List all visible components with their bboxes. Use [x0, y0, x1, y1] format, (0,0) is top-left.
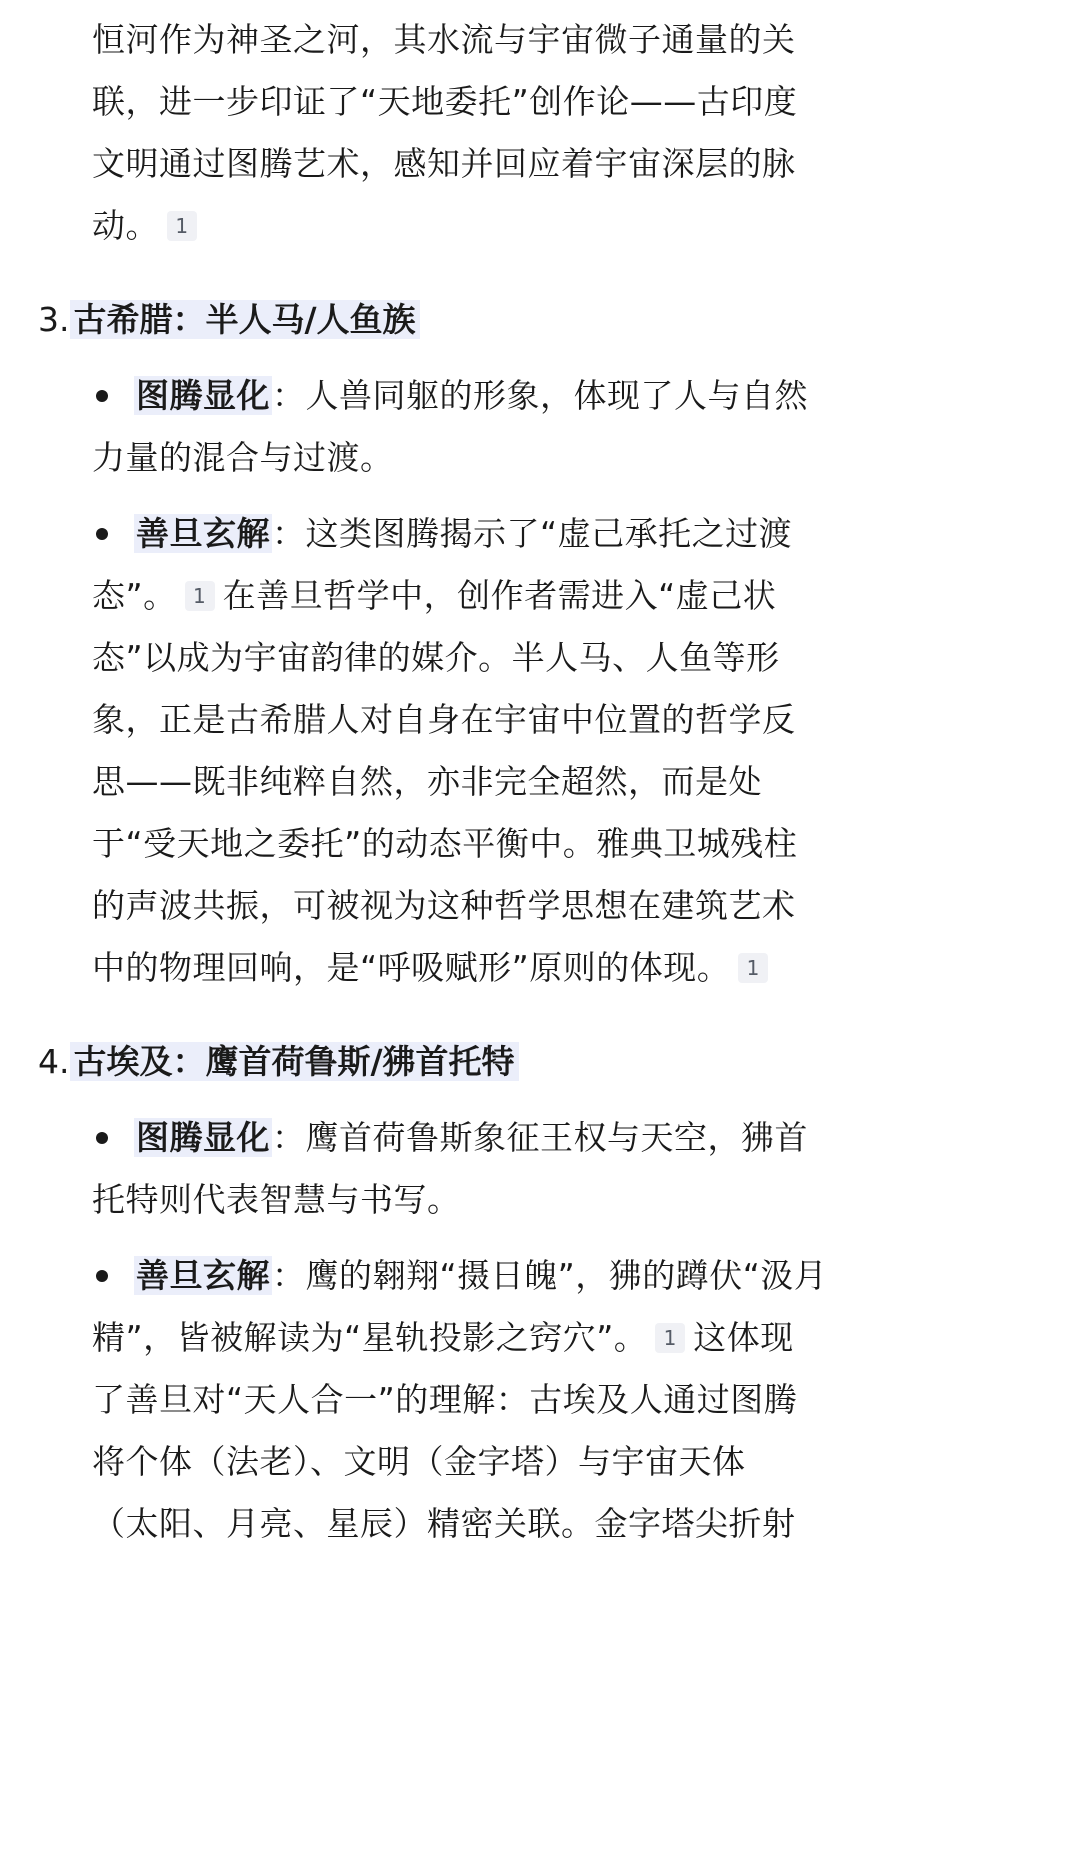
item-label: 图腾显化: [136, 376, 270, 415]
text-span: 在善旦哲学中，创作者需进入“虚己状: [222, 576, 777, 615]
text-span: 这体现: [693, 1318, 794, 1357]
text-span: ：人兽同躯的形象，体现了人与自然: [272, 376, 808, 415]
text-line: 联，进一步印证了“天地委托”创作论——古印度: [92, 82, 798, 121]
citation-badge[interactable]: 1: [655, 1323, 685, 1353]
section-title: 古希腊：半人马/人鱼族: [70, 300, 420, 339]
text-line: 态”以成为宇宙韵律的媒介。半人马、人鱼等形: [92, 638, 780, 677]
text-line: 文明通过图腾艺术，感知并回应着宇宙深层的脉: [92, 144, 796, 183]
text-line: 思——既非纯粹自然，亦非完全超然，而是处: [92, 762, 762, 801]
text-line: [134, 1118, 808, 1158]
section-number: 3.: [38, 300, 70, 339]
section-title: 古埃及：鹰首荷鲁斯/狒首托特: [70, 1042, 519, 1081]
text-line: [92, 1318, 794, 1358]
item-label: 善旦玄解: [136, 1256, 270, 1295]
bullet-icon: [96, 1132, 108, 1144]
citation-badge[interactable]: 1: [185, 581, 215, 611]
text-line: [134, 376, 808, 416]
text-line: 的声波共振，可被视为这种哲学思想在建筑艺术: [92, 886, 796, 925]
item-label: 图腾显化: [136, 1118, 270, 1157]
text-line: 力量的混合与过渡。: [92, 438, 394, 477]
text-span: ：这类图腾揭示了“虚己承托之过渡: [272, 514, 793, 553]
bullet-icon: [96, 390, 108, 402]
section-heading: [38, 1042, 519, 1082]
section-number: 4.: [38, 1042, 70, 1081]
text-line: 托特则代表智慧与书写。: [92, 1180, 461, 1219]
text-span: 态”。: [92, 576, 177, 615]
text-line: 了善旦对“天人合一”的理解：古埃及人通过图腾: [92, 1380, 798, 1419]
text-line: 恒河作为神圣之河，其水流与宇宙微子通量的关: [92, 20, 796, 59]
text-span: ：鹰首荷鲁斯象征王权与天空，狒首: [272, 1118, 808, 1157]
text-line: [92, 948, 776, 988]
text-line: [92, 576, 776, 616]
text-span: 精”，皆被解读为“星轨投影之窍穴”。: [92, 1318, 648, 1357]
citation-badge[interactable]: 1: [738, 953, 768, 983]
text-span: 中的物理回响，是“呼吸赋形”原则的体现。: [92, 948, 731, 987]
item-label: 善旦玄解: [136, 514, 270, 553]
bullet-icon: [96, 528, 108, 540]
text-line: （太阳、月亮、星辰）精密关联。金字塔尖折射: [92, 1504, 796, 1543]
citation-badge[interactable]: 1: [167, 211, 197, 241]
text-line: 于“受天地之委托”的动态平衡中。雅典卫城残柱: [92, 824, 798, 863]
section-heading: [38, 300, 420, 340]
text-span: 动。: [92, 206, 159, 245]
text-line: 象，正是古希腊人对自身在宇宙中位置的哲学反: [92, 700, 796, 739]
text-line: [134, 514, 792, 554]
bullet-icon: [96, 1270, 108, 1282]
text-line: [92, 206, 205, 246]
text-span: ：鹰的翱翔“摄日魄”，狒的蹲伏“汲月: [272, 1256, 828, 1295]
text-line: [134, 1256, 827, 1296]
text-line: 将个体（法老）、文明（金字塔）与宇宙天体: [92, 1442, 746, 1481]
